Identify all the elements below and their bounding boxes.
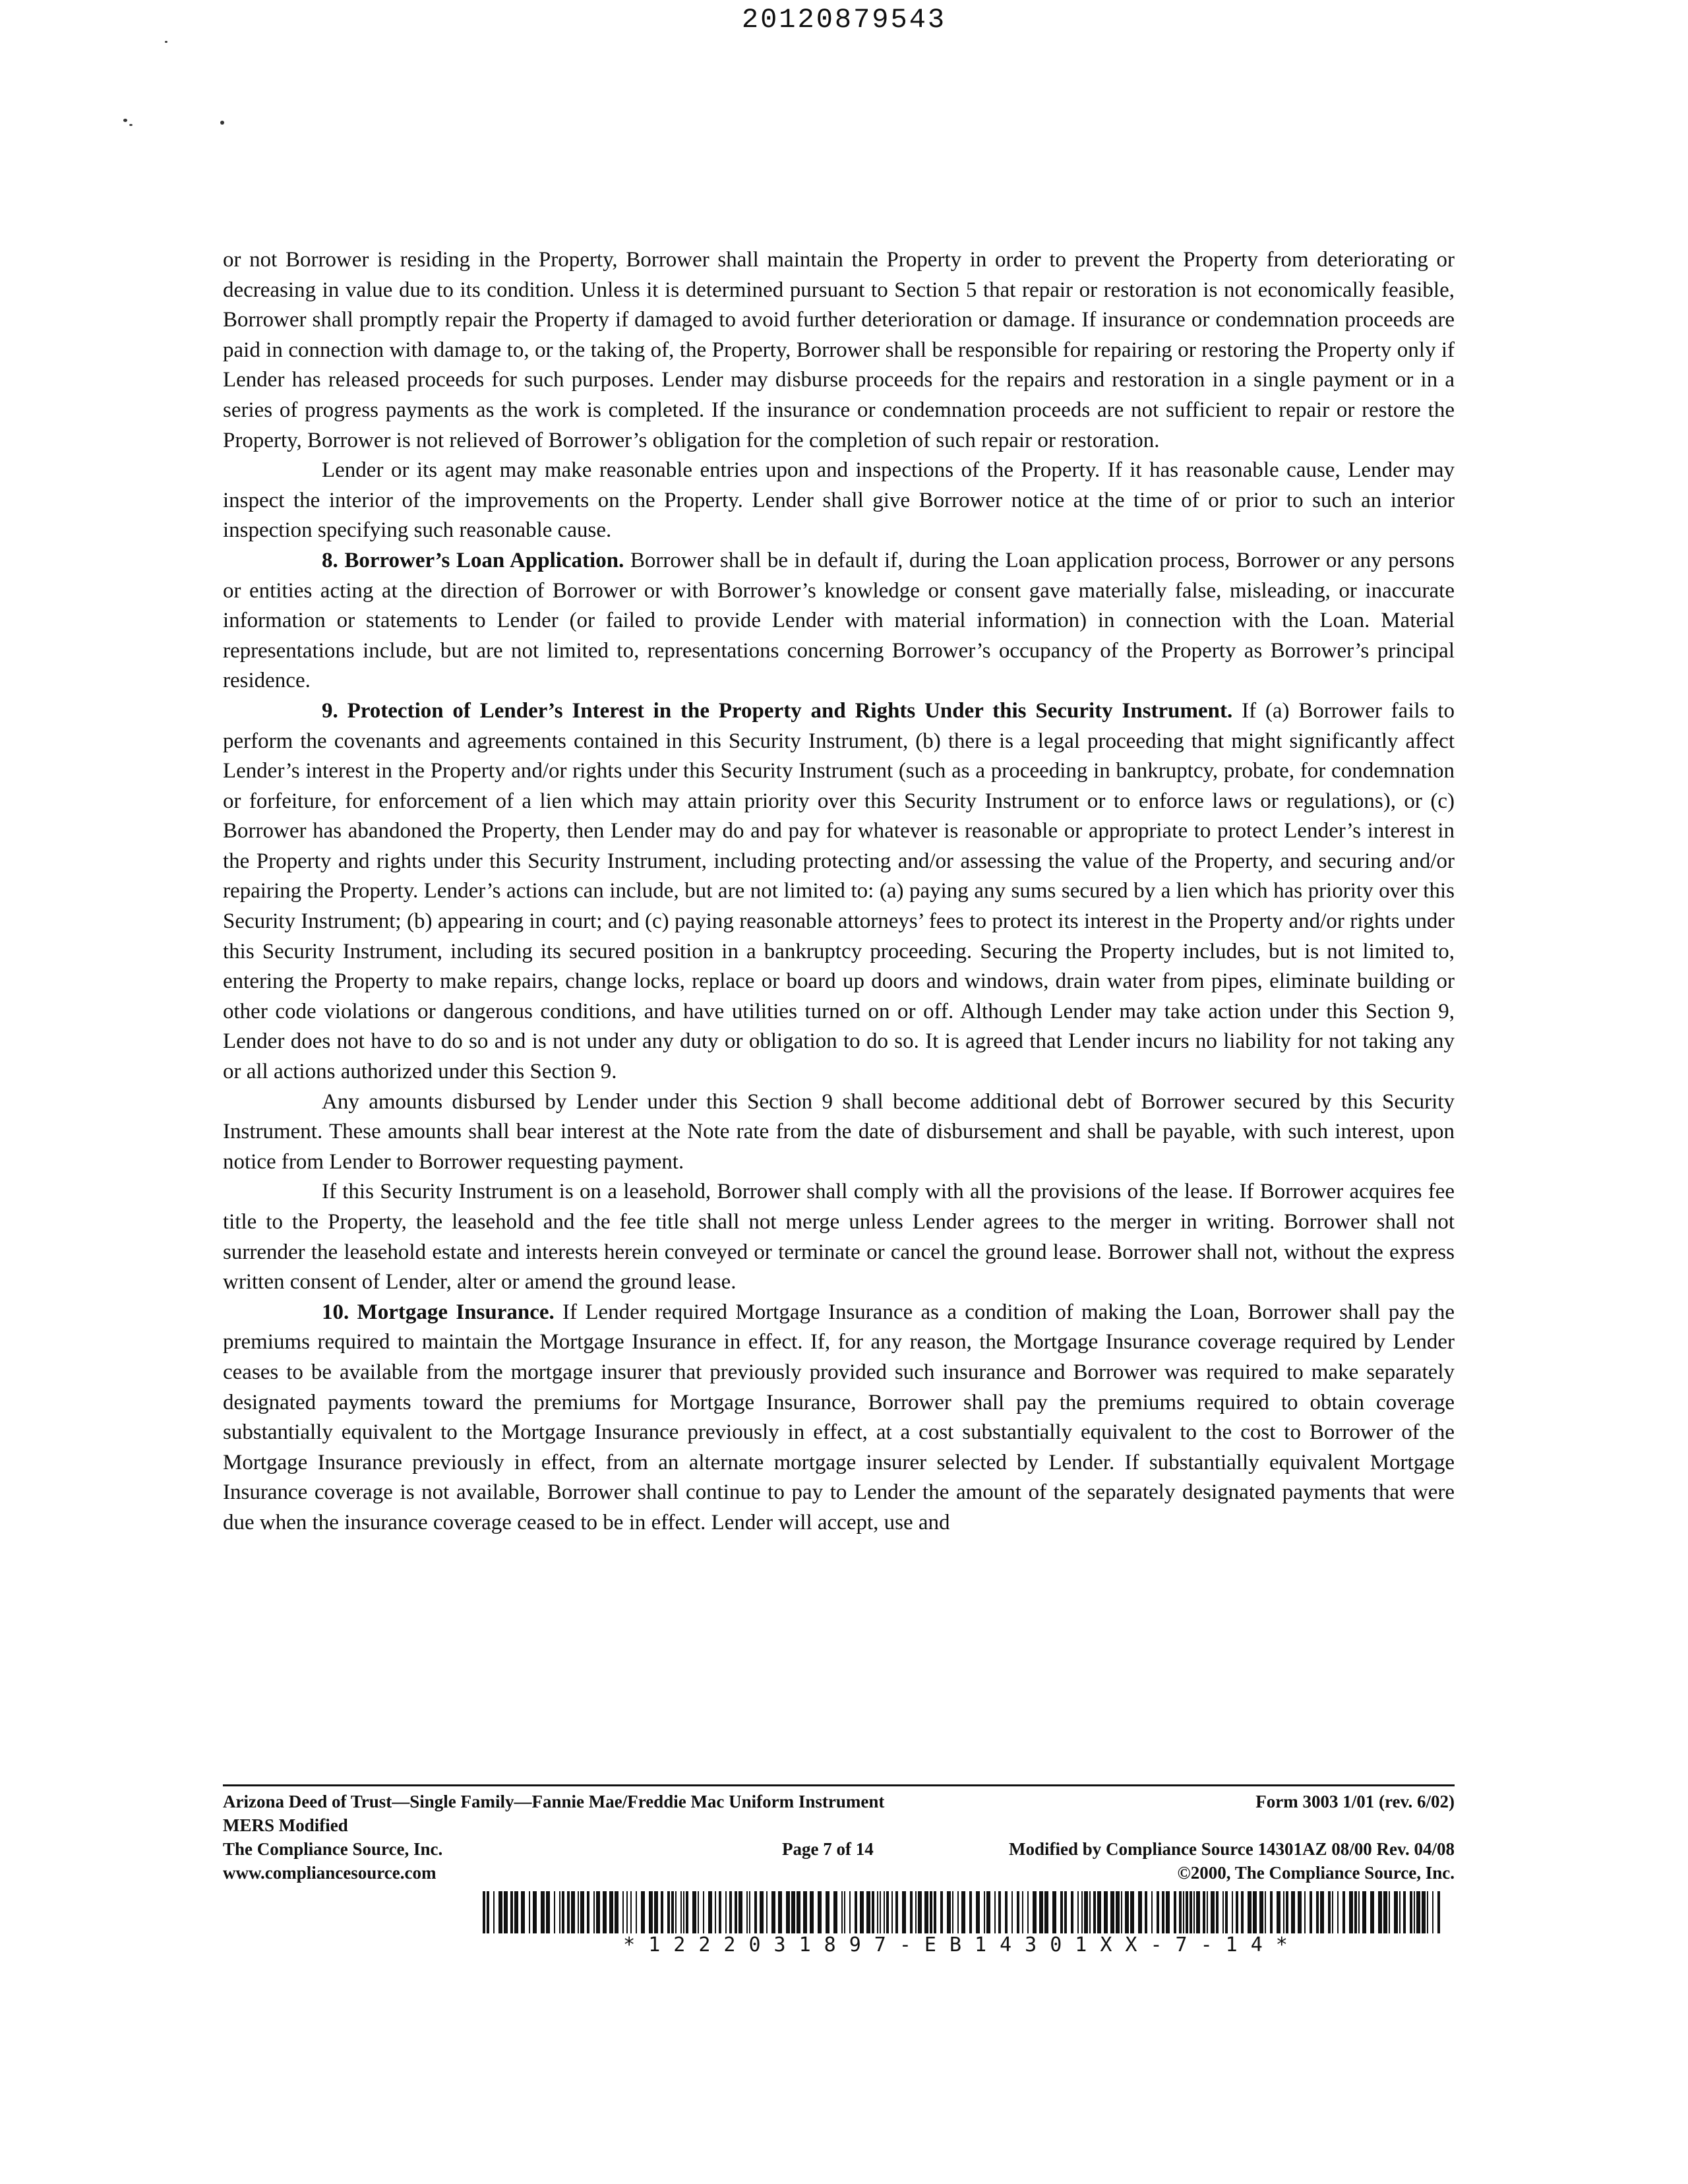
- barcode-bar: [1183, 1891, 1184, 1933]
- barcode-bar: [786, 1891, 790, 1933]
- barcode-bar: [1116, 1891, 1120, 1933]
- document-number: 20120879543: [741, 4, 947, 36]
- barcode-bar: [855, 1891, 857, 1933]
- barcode-bar: [533, 1891, 537, 1933]
- barcode-bar: [725, 1891, 727, 1933]
- barcode-bar: [667, 1891, 670, 1933]
- barcode-bar: [957, 1891, 959, 1933]
- barcode-bar: [603, 1891, 607, 1933]
- barcode-bar: [760, 1891, 764, 1933]
- barcode-bar: [1354, 1891, 1357, 1933]
- barcode-bar: [708, 1891, 712, 1933]
- barcode: [483, 1891, 1441, 1933]
- barcode-bar: [1248, 1891, 1251, 1933]
- barcode-bar: [915, 1891, 917, 1933]
- barcode-bar: [661, 1891, 663, 1933]
- barcode-bar: [1203, 1891, 1205, 1933]
- barcode-bar: [504, 1891, 508, 1933]
- barcode-bar: [1211, 1891, 1215, 1933]
- barcode-bar: [529, 1891, 530, 1933]
- barcode-bar: [514, 1891, 518, 1933]
- barcode-bar: [1362, 1891, 1366, 1933]
- section-10: [223, 1298, 1455, 1538]
- barcode-bar: [1027, 1891, 1029, 1933]
- barcode-bar: [703, 1891, 704, 1933]
- barcode-bar: [541, 1891, 545, 1933]
- barcode-bar: [986, 1891, 990, 1933]
- barcode-bar: [1077, 1891, 1079, 1933]
- barcode-bar: [1060, 1891, 1063, 1933]
- barcode-bar: [749, 1891, 750, 1933]
- form-footer: [223, 1790, 1455, 1885]
- barcode-bar: [1270, 1891, 1273, 1933]
- barcode-bar: [1414, 1891, 1415, 1933]
- barcode-bar: [918, 1891, 922, 1933]
- barcode-bar: [654, 1891, 658, 1933]
- barcode-bar: [559, 1891, 560, 1933]
- barcode-bar: [483, 1891, 485, 1933]
- barcode-bar: [593, 1891, 595, 1933]
- barcode-bar: [1193, 1891, 1195, 1933]
- barcode-bar: [940, 1891, 943, 1933]
- barcode-bar: [630, 1891, 632, 1933]
- barcode-bar: [1033, 1891, 1037, 1933]
- barcode-bar: [886, 1891, 889, 1933]
- barcode-bar: [587, 1891, 589, 1933]
- company-name: The Compliance Source, Inc.: [223, 1839, 443, 1859]
- barcode-bar: [1190, 1891, 1192, 1933]
- barcode-bar: [735, 1891, 737, 1933]
- barcode-bar: [1394, 1891, 1398, 1933]
- barcode-bar: [1138, 1891, 1142, 1933]
- barcode-bar: [1337, 1891, 1339, 1933]
- barcode-bar: [698, 1891, 699, 1933]
- barcode-bar: [1084, 1891, 1088, 1933]
- barcode-bar: [860, 1891, 864, 1933]
- barcode-bar: [1304, 1891, 1306, 1933]
- barcode-bar: [1253, 1891, 1257, 1933]
- company-website: www.compliancesource.com: [223, 1863, 437, 1883]
- section-8-heading: 8. Borrower’s Loan Application.: [322, 548, 624, 572]
- barcode-bar: [680, 1891, 682, 1933]
- barcode-bar: [521, 1891, 525, 1933]
- barcode-bar: [554, 1891, 555, 1933]
- barcode-bar: [910, 1891, 913, 1933]
- barcode-bar: [1358, 1891, 1360, 1933]
- section-9-heading: 9. Protection of Lender’s Interest in the Property and Rights Under this Security Instrument.: [322, 698, 1233, 723]
- section-10-text: If Lender required Mortgage Insurance as a condition of making the Loan, Borrower shall pay the premiums required to maintain the Mortgage Insurance in effect. If, for any reason, the Mortgage Insurance coverage required by Lender ceases to be available from the mortgage insurer that previously provided such insurance and Borrower was required to make separately designated payments toward the premiums for Mortgage Insurance, Borrower shall pay the premiums required to obtain coverage substantially equivalent to the Mortgage Insurance previously in effect, at a cost substantially equivalent to the cost to Borrower of the Mortgage Insurance previously in effect, from an alternate mortgage insurer selected by Lender. If substantially equivalent Mortgage Insurance coverage is not available, Borrower shall continue to pay to Lender the amount of the separately designated payments that were due when the insurance coverage ceased to be in effect. Lender will accept, use and: [223, 1300, 1455, 1534]
- barcode-bar: [1328, 1891, 1331, 1933]
- barcode-bar: [1081, 1891, 1083, 1933]
- barcode-bar: [1383, 1891, 1387, 1933]
- barcode-bar: [1121, 1891, 1122, 1933]
- barcode-bar: [649, 1891, 653, 1933]
- barcode-bar: [1241, 1891, 1244, 1933]
- barcode-bar: [510, 1891, 513, 1933]
- barcode-bar: [1222, 1891, 1224, 1933]
- barcode-bar: [622, 1891, 624, 1933]
- barcode-bar: [1225, 1891, 1228, 1933]
- barcode-bar: [1265, 1891, 1266, 1933]
- section-9: [223, 696, 1455, 1087]
- barcode-bar: [1403, 1891, 1406, 1933]
- barcode-bar: [771, 1891, 775, 1933]
- barcode-bar: [1022, 1891, 1023, 1933]
- barcode-bar: [686, 1891, 688, 1933]
- barcode-bar: [493, 1891, 495, 1933]
- barcode-bar: [738, 1891, 742, 1933]
- barcode-bar: [969, 1891, 972, 1933]
- barcode-bar: [729, 1891, 732, 1933]
- barcode-bar: [562, 1891, 564, 1933]
- barcode-bar: [715, 1891, 716, 1933]
- barcode-bar: [1145, 1891, 1147, 1933]
- barcode-bar: [961, 1891, 965, 1933]
- barcode-bar: [641, 1891, 645, 1933]
- barcode-bar: [487, 1891, 489, 1933]
- barcode-bar: [826, 1891, 829, 1933]
- barcode-bar: [895, 1891, 898, 1933]
- barcode-bar: [1044, 1891, 1048, 1933]
- barcode-bar: [1349, 1891, 1353, 1933]
- barcode-bar: [984, 1891, 985, 1933]
- mers-label: MERS Modified: [223, 1815, 348, 1835]
- barcode-bar: [1316, 1891, 1319, 1933]
- barcode-bar: [1186, 1891, 1188, 1933]
- barcode-bar: [1427, 1891, 1428, 1933]
- barcode-bar: [567, 1891, 570, 1933]
- copyright: ©2000, The Compliance Source, Inc.: [1177, 1863, 1455, 1883]
- footer-divider: [223, 1784, 1455, 1786]
- barcode-text: *1222031897-EB14301XX-7-14*: [623, 1933, 1301, 1957]
- barcode-bar: [1196, 1891, 1200, 1933]
- barcode-bar: [596, 1891, 600, 1933]
- barcode-bar: [580, 1891, 584, 1933]
- barcode-bar: [994, 1891, 996, 1933]
- section-8-text: Borrower shall be in default if, during the Loan application process, Borrower or any persons or entities acting at the direction of Borrower or with Borrower’s knowledge or consent gave materially false, misleading, or inaccurate information or statements to Lender (or failed to provide Lender with material information) in connection with the Loan. Material representations include, but are not limited to, representations concerning Borrower’s occupancy of the Property as Borrower’s principal residence.: [223, 548, 1455, 693]
- barcode-bar: [998, 1891, 1001, 1933]
- barcode-bar: [930, 1891, 932, 1933]
- barcode-bar: [746, 1891, 748, 1933]
- barcode-bar: [791, 1891, 795, 1933]
- form-title: Arizona Deed of Trust—Single Family—Fannie Mae/Freddie Mac Uniform Instrument: [223, 1792, 885, 1811]
- barcode-bar: [1378, 1891, 1382, 1933]
- barcode-bar: [1291, 1891, 1295, 1933]
- barcode-bar: [844, 1891, 845, 1933]
- barcode-bar: [675, 1891, 677, 1933]
- barcode-bar: [766, 1891, 768, 1933]
- section-10-heading: 10. Mortgage Insurance.: [322, 1300, 555, 1324]
- barcode-bar: [1039, 1891, 1043, 1933]
- barcode-bar: [1370, 1891, 1374, 1933]
- barcode-bar: [1216, 1891, 1219, 1933]
- barcode-bar: [1277, 1891, 1281, 1933]
- barcode-bar: [578, 1891, 579, 1933]
- barcode-bar: [1389, 1891, 1390, 1933]
- barcode-bar: [1416, 1891, 1420, 1933]
- barcode-bar: [1432, 1891, 1433, 1933]
- barcode-bar: [719, 1891, 721, 1933]
- barcode-bar: [1052, 1891, 1056, 1933]
- barcode-bar: [671, 1891, 674, 1933]
- barcode-bar: [1110, 1891, 1114, 1933]
- barcode-bar: [1089, 1891, 1091, 1933]
- barcode-bar: [891, 1891, 893, 1933]
- barcode-bar: [866, 1891, 870, 1933]
- barcode-bar: [952, 1891, 953, 1933]
- modified-note: Modified by Compliance Source 14301AZ 08/00 Rev. 04/08: [1008, 1839, 1455, 1859]
- barcode-bar: [1207, 1891, 1208, 1933]
- barcode-bar: [636, 1891, 637, 1933]
- barcode-bar: [1064, 1891, 1067, 1933]
- barcode-bar: [877, 1891, 878, 1933]
- barcode-bar: [902, 1891, 906, 1933]
- barcode-bar: [1320, 1891, 1324, 1933]
- barcode-bar: [1162, 1891, 1164, 1933]
- barcode-bar: [1399, 1891, 1401, 1933]
- barcode-bar: [1410, 1891, 1412, 1933]
- barcode-bar: [1283, 1891, 1284, 1933]
- barcode-bar: [1342, 1891, 1345, 1933]
- barcode-bar: [1166, 1891, 1170, 1933]
- barcode-bar: [884, 1891, 885, 1933]
- document-body: [223, 245, 1455, 1538]
- barcode-bar: [1232, 1891, 1233, 1933]
- scan-speck: [129, 124, 133, 126]
- barcode-bar: [976, 1891, 980, 1933]
- barcode-bar: [1298, 1891, 1302, 1933]
- barcode-bar: [797, 1891, 800, 1933]
- barcode-bar: [833, 1891, 837, 1933]
- barcode-bar: [1236, 1891, 1238, 1933]
- scan-speck: [123, 119, 127, 122]
- paragraph-property-maintenance: or not Borrower is residing in the Property, Borrower shall maintain the Property in order to prevent the Property from deteriorating or decreasing in value due to its condition. Unless it is determined pursuant to Section 5 that repair or restoration is not economically feasible, Borrower shall promptly repair the Property if damaged to avoid further deterioration or damage. If insurance or condemnation proceeds are paid in connection with damage to, or the taking of, the Property, Borrower shall be responsible for repairing or restoring the Property only if Lender has released proceeds for such purposes. Lender may disburse proceeds for the repairs and restoration in a single payment or in a series of progress payments as the work is completed. If the insurance or condemnation proceeds are not sufficient to repair or restore the Property, Borrower is not relieved of Borrower’s obligation for the completion of such repair or restoration.: [223, 248, 1455, 452]
- barcode-bar: [1157, 1891, 1159, 1933]
- barcode-bar: [1005, 1891, 1008, 1933]
- paragraph-amounts-disbursed: Any amounts disbursed by Lender under this Section 9 shall become additional debt of Borrower secured by this Security Instrument. These amounts shall bear interest at the Note rate from the date of disbursement and shall be payable, with such interest, upon notice from Lender to Borrower requesting payment.: [223, 1089, 1455, 1174]
- barcode-bar: [1310, 1891, 1312, 1933]
- barcode-bar: [626, 1891, 628, 1933]
- barcode-bar: [849, 1891, 851, 1933]
- barcode-bar: [1422, 1891, 1426, 1933]
- barcode-bar: [872, 1891, 874, 1933]
- form-number: Form 3003 1/01 (rev. 6/02): [1255, 1792, 1455, 1811]
- barcode-bar: [810, 1891, 814, 1933]
- barcode-bar: [841, 1891, 843, 1933]
- barcode-bar: [1437, 1891, 1440, 1933]
- barcode-bar: [1151, 1891, 1153, 1933]
- barcode-bar: [1093, 1891, 1096, 1933]
- barcode-bar: [1259, 1891, 1263, 1933]
- scan-speck: [220, 121, 224, 125]
- barcode-bar: [1011, 1891, 1013, 1933]
- section-8: [223, 546, 1455, 696]
- barcode-bar: [498, 1891, 502, 1933]
- barcode-bar: [1104, 1891, 1108, 1933]
- barcode-bar: [934, 1891, 936, 1933]
- barcode-bar: [778, 1891, 782, 1933]
- barcode-bar: [1071, 1891, 1073, 1933]
- section-9-text: If (a) Borrower fails to perform the covenants and agreements contained in this Security Instrument, (b) there is a legal proceeding that might significantly affect Lender’s interest in the Property and/or rights under this Security Instrument (such as a proceeding in bankruptcy, probate, for condemnation or forfeiture, for enforcement of a lien which may attain priority over this Security Instrument or to enforce laws or regulations), or (c) Borrower has abandoned the Property, then Lender may do and pay for whatever is reasonable or appropriate to protect Lender’s interest in the Property and rights under this Security Instrument, including protecting and/or assessing the value of the Property, and securing and/or repairing the Property. Lender’s actions can include, but are not limited to: (a) paying any sums secured by a lien which has priority over this Security Instrument; (b) appearing in court; and (c) paying reasonable attorneys’ fees to protect its interest in the Property and/or rights under this Security Instrument, including its secured position in a bankruptcy proceeding. Securing the Property includes, but is not limited to, entering the Property to make repairs, change locks, replace or board up doors and windows, drain water from pipes, eliminate building or other code violations or dangerous conditions, and have utilities turned on or off. Although Lender may take action under this Section 9, Lender does not have to do so and is not under any duty or obligation to do so. It is agreed that Lender incurs no liability for not taking any or all actions authorized under this Section 9.: [223, 698, 1455, 1084]
- barcode-bar: [1332, 1891, 1333, 1933]
- barcode-bar: [880, 1891, 881, 1933]
- paragraph-inspection: Lender or its agent may make reasonable entries upon and inspections of the Property. If it has reasonable cause, Lender may inspect the interior of the improvements on the Property. Lender shall give Borrower notice at the time of or prior to such an interior inspection specifying such reasonable cause.: [223, 458, 1455, 543]
- barcode-bar: [546, 1891, 550, 1933]
- barcode-bar: [947, 1891, 951, 1933]
- barcode-bar: [1125, 1891, 1129, 1933]
- barcode-bar: [1179, 1891, 1182, 1933]
- barcode-bar: [1097, 1891, 1101, 1933]
- barcode-bar: [803, 1891, 807, 1933]
- barcode-bar: [571, 1891, 575, 1933]
- barcode-bar: [609, 1891, 613, 1933]
- barcode-bar: [692, 1891, 696, 1933]
- barcode-bar: [1130, 1891, 1134, 1933]
- barcode-bar: [1174, 1891, 1176, 1933]
- page-number: Page 7 of 14: [782, 1839, 874, 1859]
- barcode-bar: [615, 1891, 618, 1933]
- barcode-bar: [754, 1891, 757, 1933]
- barcode-bar: [1286, 1891, 1288, 1933]
- barcode-bar: [1017, 1891, 1019, 1933]
- paragraph-leasehold: If this Security Instrument is on a leasehold, Borrower shall comply with all the provisions of the lease. If Borrower acquires fee title to the Property, the leasehold and the fee title shall not merge unless Lender agrees to the merger in writing. Borrower shall not surrender the leasehold estate and interests herein conveyed or terminate or cancel the ground lease. Borrower shall not, without the express written consent of Lender, alter or amend the ground lease.: [223, 1180, 1455, 1294]
- barcode-bar: [683, 1891, 684, 1933]
- scan-speck: [165, 41, 167, 43]
- barcode-bar: [818, 1891, 822, 1933]
- barcode-bar: [924, 1891, 928, 1933]
